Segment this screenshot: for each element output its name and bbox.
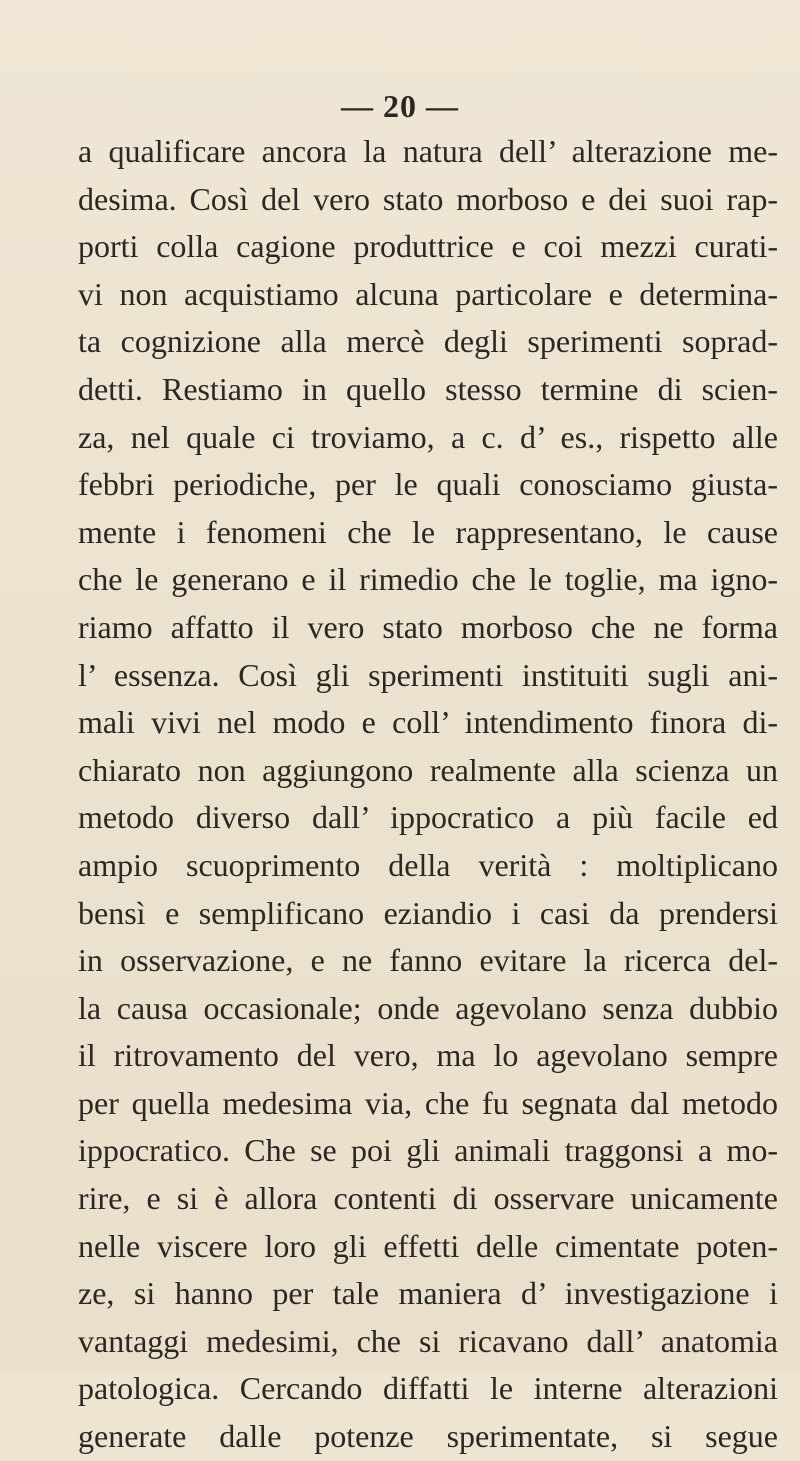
page-number: — 20 — (341, 88, 459, 124)
text-line: rire, e si è allora contenti di osservare unicamente (78, 1180, 778, 1217)
text-line: bensì e semplificano eziandio i casi da prendersi (78, 894, 778, 931)
text-line: il ritrovamento del vero, ma lo agevolano sempre (78, 1037, 778, 1074)
body-text (78, 128, 778, 1461)
text-line: in osservazione, e ne fanno evitare la ricerca del- (78, 942, 778, 979)
text-line: vantaggi medesimi, che si ricavano dall’ anatomia (78, 1322, 778, 1359)
text-line: febbri periodiche, per le quali conosciamo giusta- (78, 466, 778, 503)
text-line: ippocratico. Che se poi gli animali traggonsi a mo- (78, 1132, 778, 1169)
text-line: ampio scuoprimento della verità : moltiplicano (78, 846, 778, 883)
text-line: ze, si hanno per tale maniera d’ investigazione i (78, 1275, 778, 1312)
text-line: generate dalle potenze sperimentate, si segue (78, 1418, 778, 1455)
text-line: ta cognizione alla mercè degli sperimenti soprad- (78, 323, 778, 360)
text-line: la causa occasionale; onde agevolano senza dubbio (78, 989, 778, 1026)
text-line: chiarato non aggiungono realmente alla scienza un (78, 751, 778, 788)
text-line: nelle viscere loro gli effetti delle cimentate poten- (78, 1227, 778, 1264)
text-line: za, nel quale ci troviamo, a c. d’ es., rispetto alle (78, 418, 778, 455)
text-line: porti colla cagione produttrice e coi mezzi curati- (78, 228, 778, 265)
text-line: metodo diverso dall’ ippocratico a più facile ed (78, 799, 778, 836)
text-line: patologica. Cercando diffatti le interne alterazioni (78, 1370, 778, 1407)
text-line: riamo affatto il vero stato morboso che ne forma (78, 608, 778, 645)
text-line: detti. Restiamo in quello stesso termine di scien- (78, 370, 778, 407)
text-line: l’ essenza. Così gli sperimenti instituiti sugli ani- (78, 656, 778, 693)
text-line: che le generano e il rimedio che le toglie, ma igno- (78, 561, 778, 598)
text-line: mente i fenomeni che le rappresentano, le cause (78, 513, 778, 550)
text-line: per quella medesima via, che fu segnata dal metodo (78, 1084, 778, 1121)
text-line: a qualificare ancora la natura dell’ alterazione me- (78, 133, 778, 169)
text-line: vi non acquistiamo alcuna particolare e determina- (78, 275, 778, 312)
text-line: mali vivi nel modo e coll’ intendimento finora di- (78, 704, 778, 741)
text-line: desima. Così del vero stato morboso e dei suoi rap- (78, 180, 778, 217)
